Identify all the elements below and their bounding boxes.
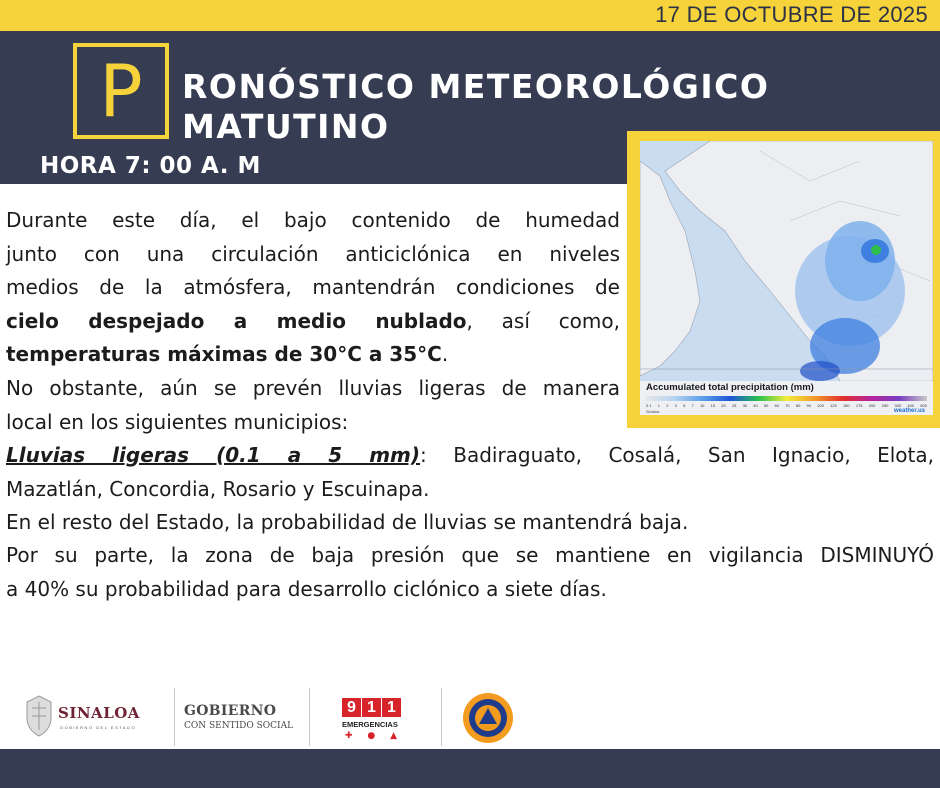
p1-line-5 [6,338,620,372]
title-line-1: RONÓSTICO METEOROLÓGICO [182,67,770,106]
legend-tick: 30 [742,403,748,408]
legend-title: Accumulated total precipitation (mm) [646,382,814,393]
title-line-2: MATUTINO [182,107,390,146]
legend-tick: 10 [699,403,705,408]
e911-digit: 1 [382,698,401,717]
p4-text: En el resto del Estado, la probabilidad de lluvias se mantendrá baja. [6,510,689,534]
gobierno-logo-subtext: CON SENTIDO SOCIAL [184,721,294,731]
light-rain-label: Lluvias ligeras (0.1 a 5 mm) [6,443,421,467]
sinaloa-logo-text: SINALOA [58,704,140,722]
rain-area-coast [800,361,840,381]
legend-tick: 250 [881,403,889,408]
emergency-services-icon: ✚ ● ▲ [345,731,404,741]
legend-tick: 50 [763,403,769,408]
legend-tick: 40 [753,403,758,408]
legend-tick: 15 [710,403,716,408]
e911-digit: 9 [342,698,361,717]
legend-tick: 150 [842,403,850,408]
bottom-bar [0,749,940,788]
legend-tick: 80 [795,403,801,408]
paragraph-rest-of-state [6,506,934,540]
date-bar [0,0,940,31]
p1-end: . [441,342,449,367]
legend-tick: 0.1 [646,403,652,408]
legend-tick: 5 [683,403,686,408]
paragraph-municipalities [6,439,934,506]
logo-separator [309,688,310,746]
legend-tick: 175 [855,403,863,408]
civil-protection-icon [462,692,514,744]
p1-line-2: junto con una circulación anticiclónica en niveles [6,241,620,266]
p1-line-4-tail: , así como, [466,308,620,333]
map-graphic [640,141,933,381]
paragraph-local-rain [6,372,620,439]
legend-tick: 400 [907,403,915,408]
rain-line-1-tail: : Badiraguato, Cosalá, San Ignacio, Elota, [420,443,935,467]
legend-tick: 60 [774,403,779,408]
sinaloa-logo-subtext: GOBIERNO DEL ESTADO [60,725,137,730]
sky-conditions: cielo despejado a medio nublado [6,308,467,333]
state-shield-icon [24,694,54,738]
rain-line-2: Mazatlán, Concordia, Rosario y Escuinapa. [6,476,430,501]
legend-color-bar [646,396,927,401]
paragraph-conditions [6,204,620,372]
legend-tick: 300 [894,403,902,408]
precipitation-map [640,141,933,415]
p5-line-2: a 40% su probabilidad para desarrollo ciclónico a siete días. [6,576,607,601]
map-region-label: Sinaloa [646,409,660,414]
legend-tick: 100 [817,403,824,408]
p1-line-4 [6,305,620,339]
p5-line-1: Por su parte, la zona de baja presión que se mantiene en vigilancia DISMINUYÓ [6,543,934,567]
legend-tick: 70 [785,403,790,408]
max-temperatures: temperaturas máximas de 30°C a 35°C [6,342,442,367]
paragraph-low-pressure [6,539,934,606]
emergency-911-logo [342,698,401,717]
legend-ticks [646,403,927,409]
legend-tick: 7 [691,403,694,408]
gobierno-logo-text: GOBIERNO [184,703,277,719]
e911-label: EMERGENCIAS [342,720,398,729]
legend-tick: 2 [666,403,669,408]
p2-line-2: local en los siguientes municipios: [6,409,349,434]
legend-tick: 500 [920,403,927,408]
e911-digit: 1 [362,698,381,717]
legend-tick: 25 [731,403,737,408]
legend-tick: 20 [721,403,726,408]
initial-box [73,43,169,139]
logo-separator [441,688,442,746]
map-brand: weather.us [893,408,925,414]
rain-cell [871,245,881,255]
p2-line-1: No obstante, aún se prevén lluvias ligeras de manera [6,376,620,400]
footer-logos [0,684,940,750]
rain-line-1 [6,439,934,473]
initial-letter: P [99,49,143,133]
date-label: 17 DE OCTUBRE DE 2025 [655,2,928,27]
legend-tick: 125 [830,403,837,408]
legend-tick: 90 [806,403,811,408]
forecast-hour: HORA 7: 00 A. M [40,153,261,179]
legend-tick: 200 [868,403,876,408]
logo-separator [174,688,175,746]
legend-tick: 3 [674,403,677,408]
p1-line-3: medios de la atmósfera, mantendrán condiciones de [6,275,620,300]
legend-tick: 1 [657,403,660,408]
rain-area-mid [825,221,895,301]
p1-line-1: Durante este día, el bajo contenido de humedad [6,208,620,232]
